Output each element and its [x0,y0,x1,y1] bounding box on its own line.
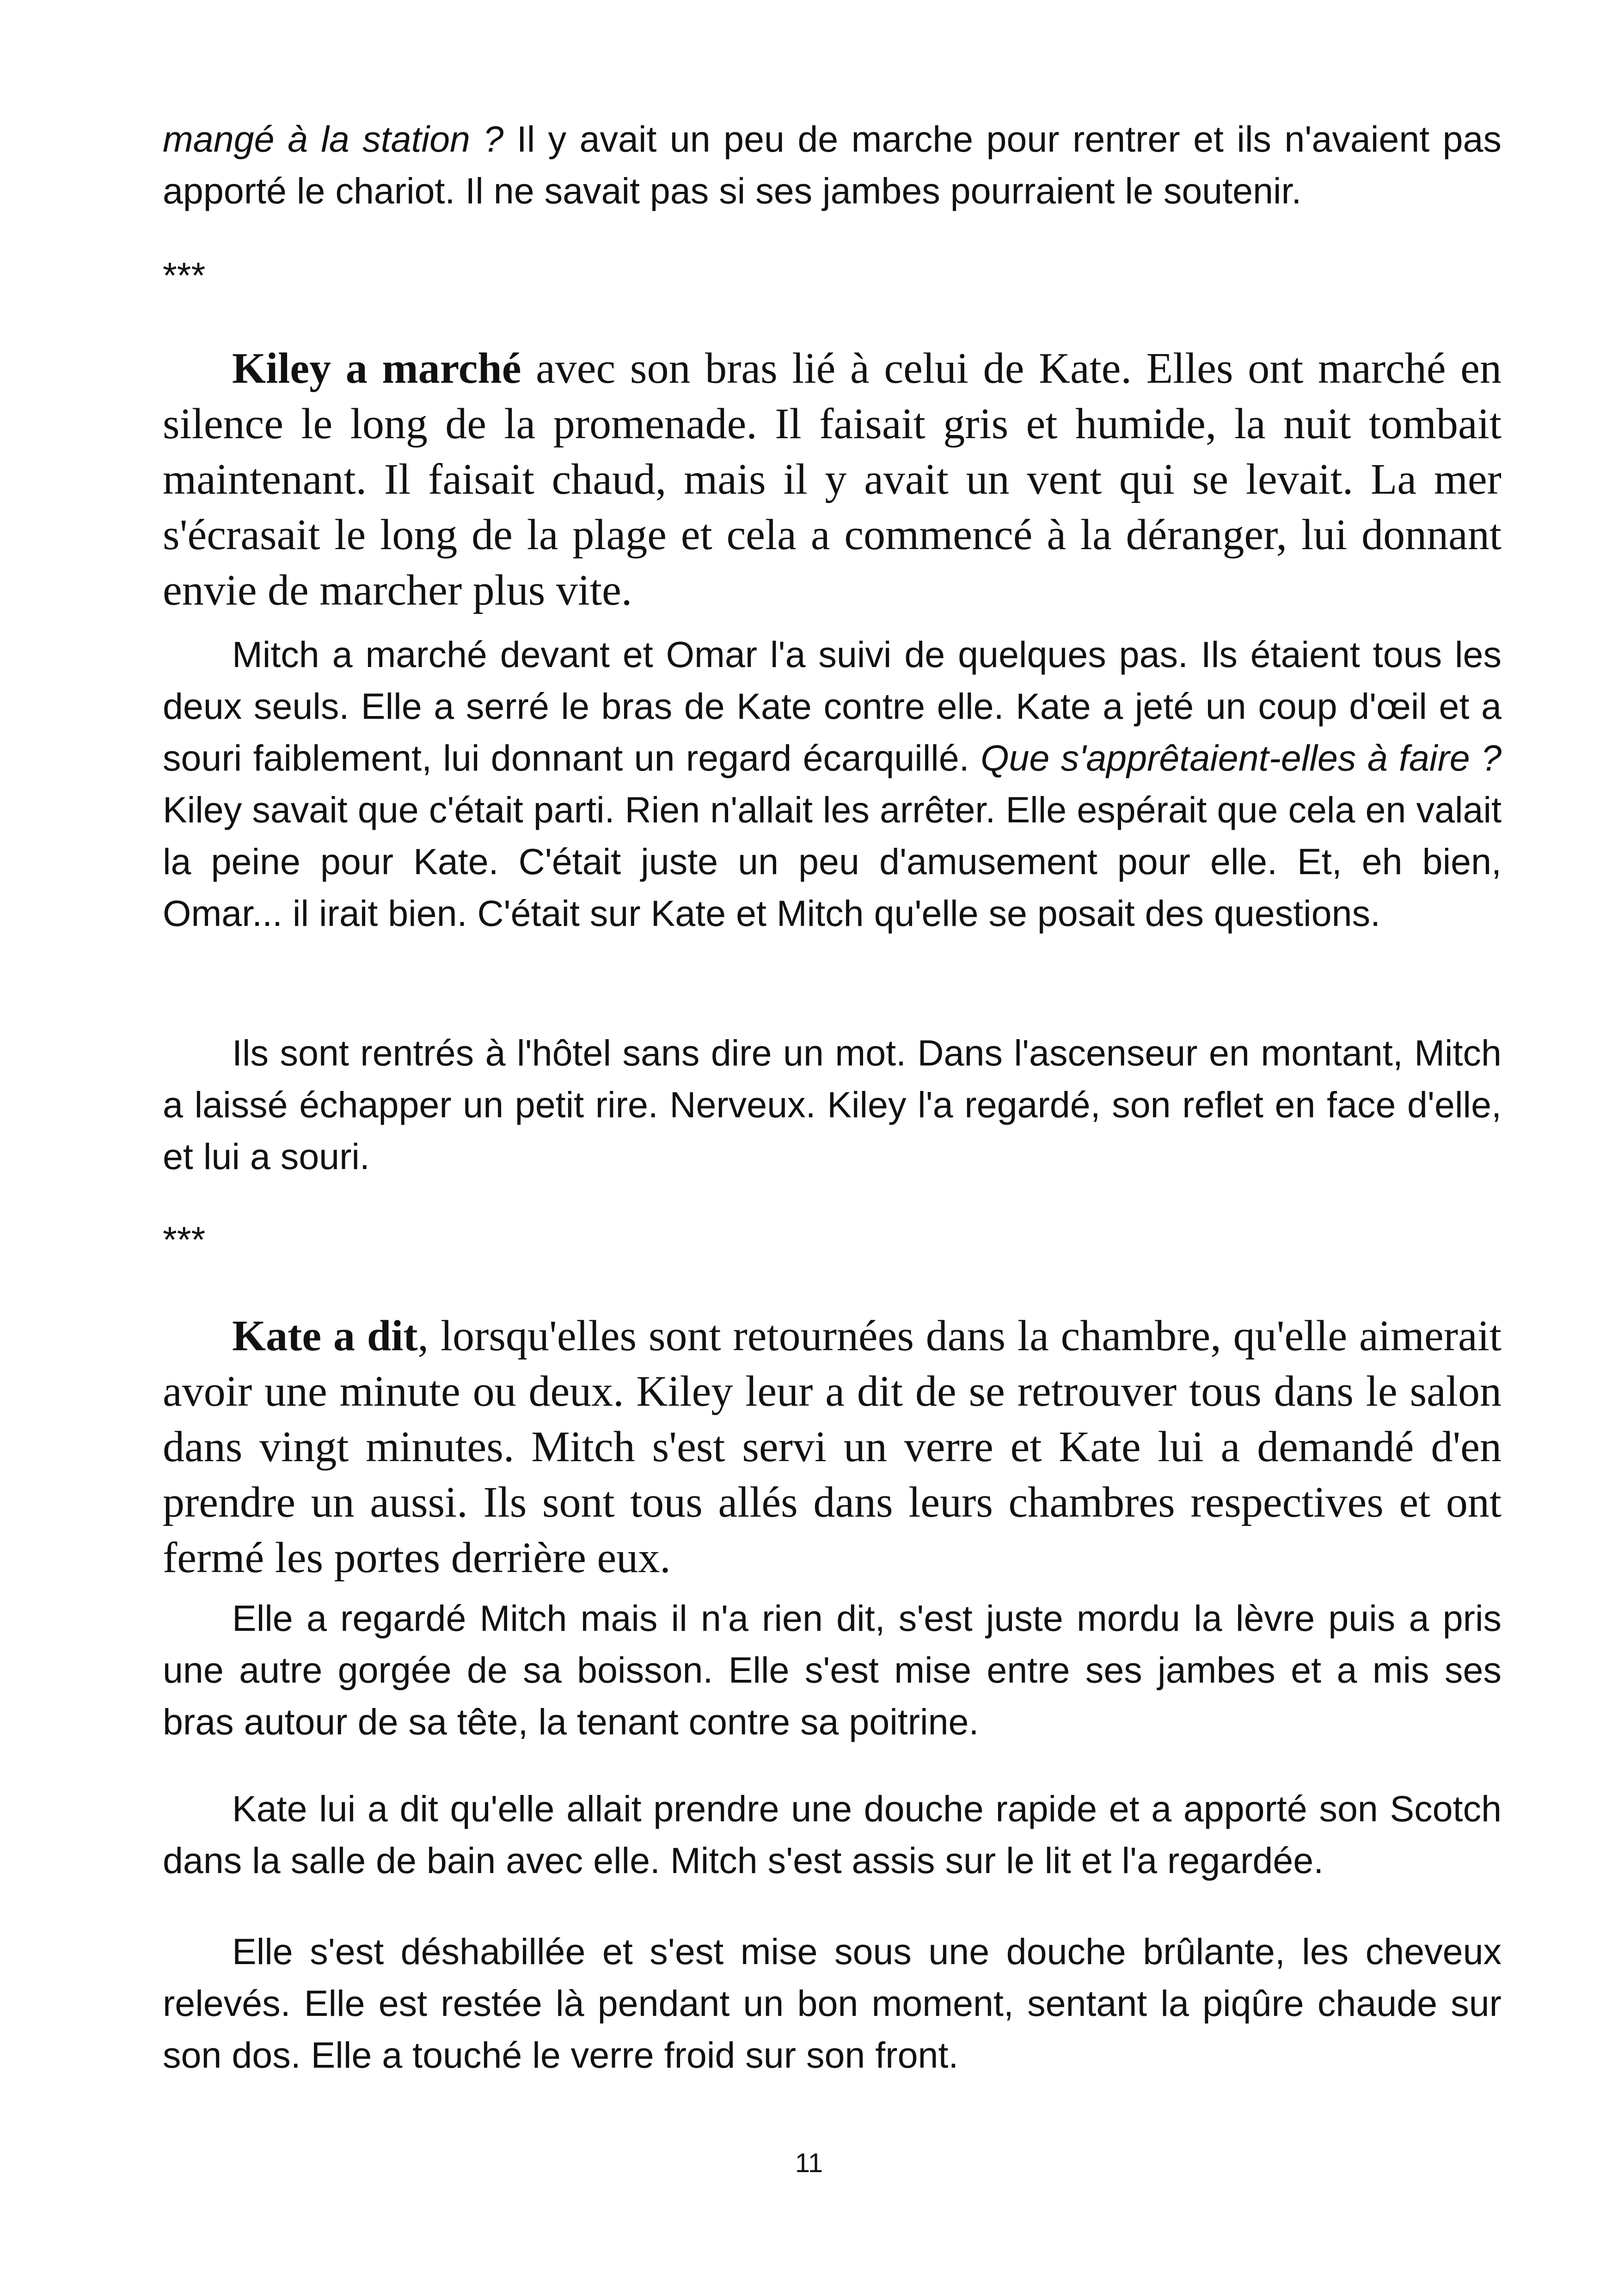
paragraph-5 [163,1308,1502,1586]
paragraph-7: Kate lui a dit qu'elle allait prendre une douche rapide et a apporté son Scotch dans la salle de bain avec elle. Mitch s'est assis sur le lit et l'a regardée. [163,1788,1502,1881]
paragraph-1-text: Il y avait un peu de marche pour rentrer et ils n'avaient pas apporté le chariot. Il ne savait pas si ses jambes pourraient le soutenir. [163,118,1502,211]
paragraph-3-text-a: Mitch a marché devant et Omar l'a suivi de quelques pas. Ils étaient tous les deux seuls. Elle a serré le bras de Kate contre elle. Kate a jeté un coup d'œil et a souri faiblement, lui donnant un regard écarquillé. [163,634,1502,778]
paragraph-1-italic: mangé à la station ? [163,118,504,159]
paragraph-8: Elle s'est déshabillée et s'est mise sous une douche brûlante, les cheveux relevés. Elle est restée là pendant un bon moment, sentant la piqûre chaude sur son dos. Elle a touché le verre froid sur son front. [163,1931,1502,2076]
paragraph-5-lead: Kate a dit [232,1312,418,1360]
paragraph-3 [163,629,1502,939]
paragraph-5-text: , lorsqu'elles sont retournées dans la chambre, qu'elle aimerait avoir une minute ou deux. Kiley leur a dit de se retrouver tous dans le salon dans vingt minutes. Mitch s'est servi un verre et Kate lui a demandé d'en prendre un aussi. Ils sont tous allés dans leurs chambres respectives et ont fermé les portes derrière eux. [163,1312,1502,1582]
scene-break-2: *** [163,1219,206,1260]
scene-break-1: *** [163,255,206,296]
paragraph-3-text-b: Kiley savait que c'était parti. Rien n'allait les arrêter. Elle espérait que cela en valait la peine pour Kate. C'était juste un peu d'amusement pour elle. Et, eh bien, Omar... il irait bien. C'était sur Kate et Mitch qu'elle se posait des questions. [163,789,1502,934]
paragraph-3-italic: Que s'apprêtaient-elles à faire ? [981,737,1502,778]
paragraph-2 [163,341,1502,618]
paragraph-2-lead: Kiley a marché [232,344,521,392]
paragraph-1 [163,113,1502,217]
paragraph-6: Elle a regardé Mitch mais il n'a rien dit, s'est juste mordu la lèvre puis a pris une autre gorgée de sa boisson. Elle s'est mise entre ses jambes et a mis ses bras autour de sa tête, la tenant contre sa poitrine. [163,1598,1502,1742]
paragraph-2-text: avec son bras lié à celui de Kate. Elles ont marché en silence le long de la promenade. Il faisait gris et humide, la nuit tombait maintenant. Il faisait chaud, mais il y avait un vent qui se levait. La mer s'écrasait le long de la plage et cela a commencé à la déranger, lui donnant envie de marcher plus vite. [163,344,1502,614]
page-number: 11 [795,2148,823,2178]
paragraph-4: Ils sont rentrés à l'hôtel sans dire un mot. Dans l'ascenseur en montant, Mitch a laissé échapper un petit rire. Nerveux. Kiley l'a regardé, son reflet en face d'elle, et lui a souri. [163,1032,1502,1177]
